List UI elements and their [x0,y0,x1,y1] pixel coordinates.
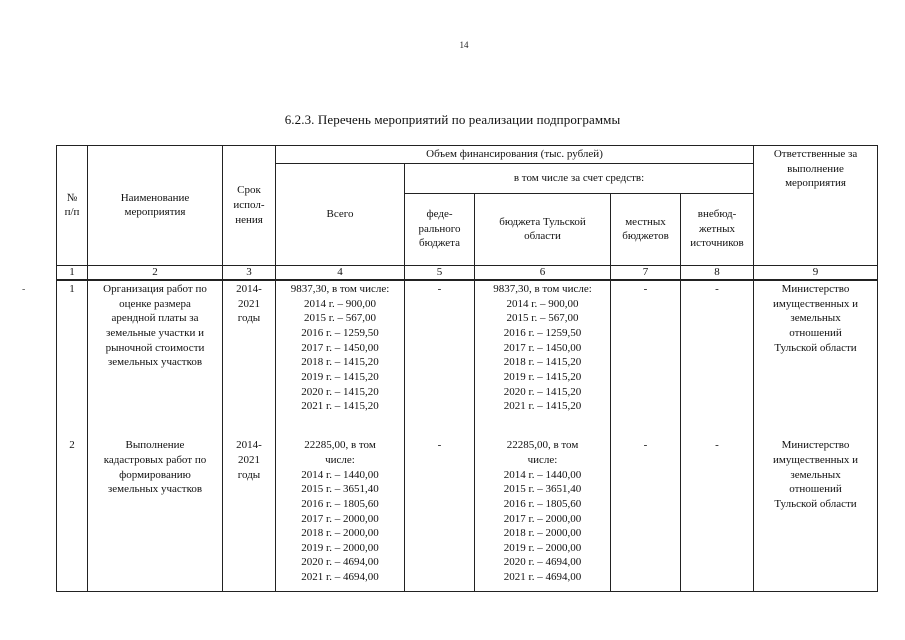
column-number: 2 [88,265,223,280]
term-cell [223,280,276,419]
responsible-cell [754,437,878,591]
measure-name [88,437,223,591]
header-responsible-line: мероприятия [785,177,846,190]
spacer-cell [223,419,276,437]
responsible-line: Тульской области [774,341,857,354]
header-total: Всего [276,163,405,265]
responsible-line: имущественных и [773,297,859,310]
total-line: 2019 г. – 1415,20 [301,370,379,383]
total-line: числе: [325,454,355,467]
tula-line: 2015 г. – 567,00 [506,312,579,325]
document-title: 6.2.3. Перечень мероприятий по реализации подпрограммы [284,112,621,127]
tula-line: 2017 г. – 1450,00 [503,341,582,354]
spacer-cell [475,419,611,437]
header-tula-line: области [524,230,561,243]
term-line: 2014- [236,283,262,296]
responsible-line: земельных [790,312,841,325]
header-offbudget-line: внебюд- [697,208,737,221]
federal-cell: - [405,280,475,419]
header-federal-line: бюджета [418,237,460,250]
measure-name-line: Организация работ по [103,283,207,296]
header-offbudget-line: источников [690,237,744,250]
measure-name-line: формированию [119,468,191,481]
total-line: 2018 г. – 2000,00 [301,527,379,540]
tula-line: 2019 г. – 1415,20 [503,370,582,383]
column-number: 8 [681,265,754,280]
header-including: в том числе за счет средств: [405,163,754,193]
total-line: 2021 г. – 4694,00 [301,571,379,584]
offbudget-cell: - [681,280,754,419]
tula-line: 2016 г. – 1259,50 [503,327,582,339]
responsible-line: земельных [790,468,841,481]
total-line: 2020 г. – 4694,00 [301,556,379,569]
total-line: 2016 г. – 1805,60 [301,497,379,510]
tula-line: 2020 г. – 1415,20 [503,385,582,398]
measure-name-line: кадастровых работ по [103,454,207,467]
header-responsible [754,146,878,266]
measure-name-line: земельные участки и [106,327,204,339]
header-num [57,146,88,266]
spacer-cell [754,419,878,437]
total-line: 2021 г. – 1415,20 [301,400,379,413]
header-local-line: бюджетов [622,230,669,243]
total-line: 2019 г. – 2000,00 [301,541,379,554]
header-tula [475,193,611,265]
measure-name-line: оценке размера [119,297,191,310]
table-row [57,437,878,591]
total-line: 9837,30, в том числе: [290,283,390,296]
local-cell: - [611,280,681,419]
margin-mark: - [22,284,26,295]
total-line: 2020 г. – 1415,20 [301,385,379,398]
header-num-line: № [66,191,78,204]
measures-table [56,145,878,592]
header-local [611,193,681,265]
header-name-line: Наименование [120,191,190,204]
spacer-cell [681,419,754,437]
responsible-line: Министерство [781,439,850,452]
total-line: 2017 г. – 2000,00 [301,512,379,525]
total-line: 2014 г. – 900,00 [303,297,377,310]
column-number: 5 [405,265,475,280]
header-federal-line: феде- [426,208,453,221]
term-cell [223,437,276,591]
tula-line: 2018 г. – 2000,00 [503,527,582,540]
header-responsible-line: выполнение [787,162,844,175]
tula-cell [475,437,611,591]
responsible-cell [754,280,878,419]
header-tula-line: бюджета Тульской [499,215,586,228]
header-num-line: п/п [64,206,80,219]
tula-line: 22285,00, в том [506,439,579,452]
tula-line: 2016 г. – 1805,60 [503,497,582,510]
header-financing: Объем финансирования (тыс. рублей) [276,146,754,164]
local-cell: - [611,437,681,591]
column-number: 7 [611,265,681,280]
tula-line: 2017 г. – 2000,00 [503,512,582,525]
spacer-cell [88,419,223,437]
tula-line: 2014 г. – 1440,00 [503,468,582,481]
measure-name-line: рыночной стоимости [105,341,205,354]
tula-line: 2021 г. – 4694,00 [503,571,582,584]
total-cell [276,280,405,419]
header-federal-line: рального [418,222,461,235]
row-number: 1 [57,280,88,419]
header-federal [405,193,475,265]
header-term [223,146,276,266]
row-number: 2 [57,437,88,591]
header-responsible-line: Ответственные за [773,148,858,160]
tula-line: 2015 г. – 3651,40 [503,483,582,496]
page-number: 14 [459,40,469,50]
tula-line: 2014 г. – 900,00 [506,297,579,310]
spacer-cell [405,419,475,437]
spacer-cell [276,419,405,437]
column-number: 6 [475,265,611,280]
total-line: 2016 г. – 1259,50 [301,327,379,339]
tula-cell [475,280,611,419]
column-number: 4 [276,265,405,280]
offbudget-cell: - [681,437,754,591]
header-term-line: нения [235,213,263,226]
measure-name [88,280,223,419]
term-line: 2021 [238,454,260,467]
measure-name-line: Выполнение [125,439,185,452]
header-name-line: мероприятия [124,206,186,219]
total-line: 2017 г. – 1450,00 [301,341,379,354]
federal-cell: - [405,437,475,591]
measure-name-line: земельных участков [107,483,203,496]
term-line: 2021 [238,297,260,310]
table-row [57,280,878,419]
row-spacer [57,419,878,437]
responsible-line: отношений [789,327,842,339]
header-offbudget [681,193,754,265]
responsible-line: имущественных и [773,454,859,467]
column-number: 1 [57,265,88,280]
measure-name-line: земельных участков [107,356,203,369]
tula-line: 2019 г. – 2000,00 [503,541,582,554]
total-line: 2015 г. – 567,00 [303,312,377,325]
tula-line: 2020 г. – 4694,00 [503,556,582,569]
term-line: 2014- [236,439,262,452]
tula-line: числе: [527,454,558,467]
term-line: годы [237,312,261,325]
header-offbudget-line: жетных [699,222,735,235]
responsible-line: Тульской области [774,497,857,510]
term-line: годы [237,468,261,481]
header-term-line: испол- [233,199,265,211]
total-line: 22285,00, в том [304,439,376,452]
tula-line: 9837,30, в том числе: [493,283,592,296]
total-line: 2014 г. – 1440,00 [301,468,379,481]
spacer-cell [57,419,88,437]
measure-name-line: арендной платы за [111,312,199,325]
tula-line: 2018 г. – 1415,20 [503,356,582,369]
responsible-line: Министерство [781,283,850,296]
column-number: 3 [223,265,276,280]
total-line: 2018 г. – 1415,20 [301,356,379,369]
header-name [88,146,223,266]
total-cell [276,437,405,591]
responsible-line: отношений [789,483,842,496]
tula-line: 2021 г. – 1415,20 [503,400,582,413]
column-number: 9 [754,265,878,280]
column-number-row [57,265,878,280]
spacer-cell [611,419,681,437]
total-line: 2015 г. – 3651,40 [301,483,379,496]
header-local-line: местных [625,215,666,228]
header-term-line: Срок [237,184,261,197]
